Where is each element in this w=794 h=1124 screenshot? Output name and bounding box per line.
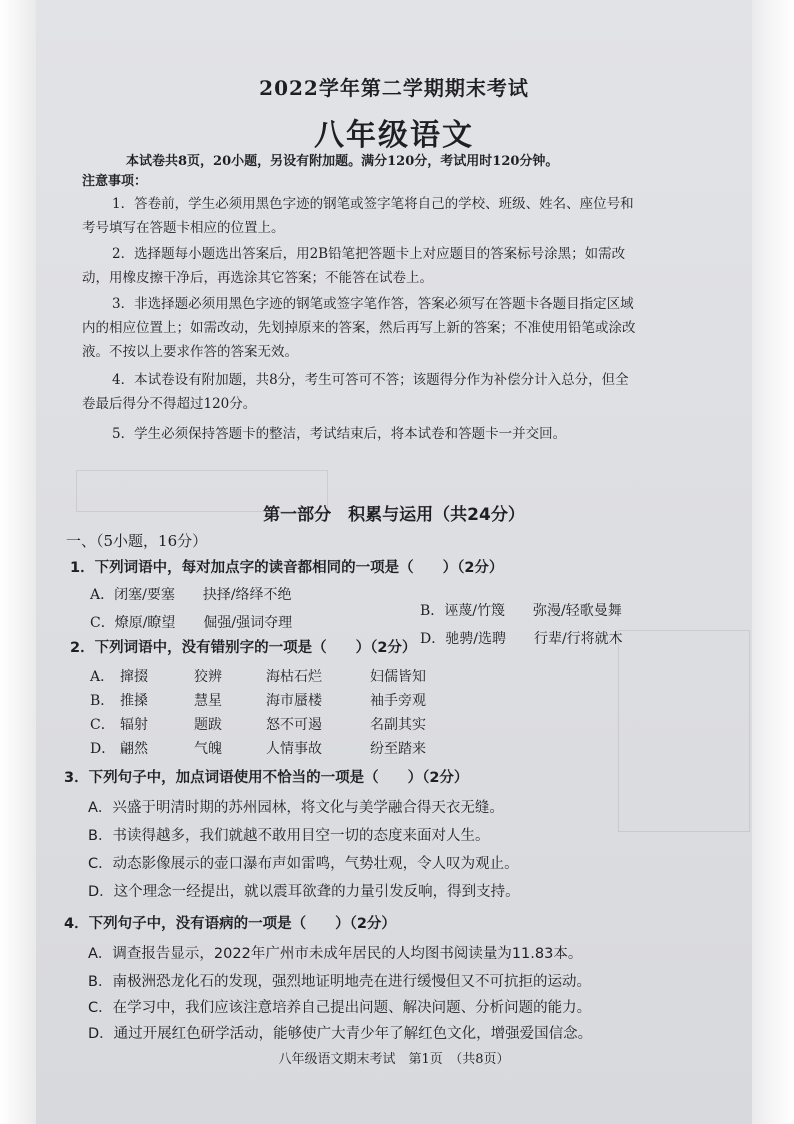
option-word: 妇儒皆知 xyxy=(370,669,426,685)
option-letter: B． xyxy=(90,693,115,709)
notice-line: 液。不按以上要求作答的答案无效。 xyxy=(82,344,298,360)
option-word: 袖手旁观 xyxy=(370,693,426,709)
option-word: 翩然 xyxy=(120,741,148,757)
notice-line: 4．本试卷设有附加题，共8分，考生可答可不答；该题得分作为补偿分计入总分，但全 xyxy=(112,372,629,388)
question-3-option-a: A．兴盛于明清时期的苏州园林，将文化与美学融合得天衣无缝。 xyxy=(88,800,504,816)
subject-title: 八年级语文 xyxy=(314,118,474,153)
exam-title: 2022学年第二学期期末考试 xyxy=(259,76,529,100)
exam-paper xyxy=(36,0,752,1124)
question-1-stem: 1．下列词语中，每对加点字的读音都相同的一项是（ ）（2分） xyxy=(70,560,504,576)
option-word: 题跋 xyxy=(194,717,222,733)
question-3-option-d: D．这个理念一经提出，就以震耳欲聋的力量引发反响，得到支持。 xyxy=(88,884,520,900)
notice-line: 2．选择题每小题选出答案后，用2B铅笔把答题卡上对应题目的答案标号涂黑；如需改 xyxy=(112,246,626,262)
question-3-option-b: B．书读得越多，我们就越不敢用目空一切的态度来面对人生。 xyxy=(88,828,490,844)
option-word: 名副其实 xyxy=(370,717,426,733)
question-1-option-c: C．燎原/瞭望 倔强/强词夺理 xyxy=(90,615,293,631)
notice-title: 注意事项： xyxy=(82,174,148,189)
notice-line: 3．非选择题必须用黑色字迹的钢笔或签字笔作答，答案必须写在答题卡各题目指定区域 xyxy=(112,296,634,312)
question-3-option-c: C．动态影像展示的壶口瀑布声如雷鸣，气势壮观，令人叹为观止。 xyxy=(88,856,519,872)
bleed-through-table xyxy=(618,630,750,832)
option-word: 辐射 xyxy=(120,717,148,733)
question-4-stem: 4．下列句子中，没有语病的一项是（ ）（2分） xyxy=(64,916,396,932)
option-word: 气魄 xyxy=(194,741,222,757)
question-4-option-c: C．在学习中，我们应该注意培养自己提出问题、解决问题、分析问题的能力。 xyxy=(88,1000,592,1016)
notice-line: 5．学生必须保持答题卡的整洁，考试结束后，将本试卷和答题卡一并交回。 xyxy=(112,426,567,442)
question-4-option-a: A．调查报告显示，2022年广州市未成年居民的人均图书阅读量为11.83本。 xyxy=(88,946,583,962)
option-word: 推搡 xyxy=(120,693,148,709)
notice-line: 考号填写在答题卡相应的位置上。 xyxy=(82,220,285,236)
option-letter: C． xyxy=(90,717,115,733)
option-word: 撺掇 xyxy=(120,669,148,685)
notice-line: 内的相应位置上；如需改动，先划掉原来的答案，然后再写上新的答案；不准使用铅笔或涂改 xyxy=(82,320,636,336)
exam-intro: 本试卷共8页，20小题，另设有附加题。满分120分，考试用时120分钟。 xyxy=(126,154,559,169)
scan-border-left xyxy=(0,0,36,1124)
option-word: 海市蜃楼 xyxy=(266,693,322,709)
notice-line: 动，用橡皮擦干净后，再选涂其它答案；不能答在试卷上。 xyxy=(82,270,433,286)
option-letter: D． xyxy=(90,741,116,757)
option-letter: A． xyxy=(90,669,115,685)
part-title: 第一部分 积累与运用（共24分） xyxy=(263,505,525,525)
option-word: 海枯石烂 xyxy=(266,669,322,685)
question-1-option-a: A．闭塞/要塞 抉择/络绎不绝 xyxy=(90,587,292,603)
question-1-option-d: D．驰骋/选聘 行辈/行将就木 xyxy=(420,631,623,647)
option-word: 人情事故 xyxy=(266,741,322,757)
question-3-stem: 3．下列句子中，加点词语使用不恰当的一项是（ ）（2分） xyxy=(64,770,469,786)
scan-border-right xyxy=(752,0,794,1124)
question-2-stem: 2．下列词语中，没有错别字的一项是（ ）（2分） xyxy=(70,640,417,656)
section-title: 一、（5小题，16分） xyxy=(66,532,208,550)
notice-line: 卷最后得分不得超过120分。 xyxy=(82,396,257,412)
page-footer: 八年级语文期末考试 第1页 （共8页） xyxy=(278,1052,510,1067)
option-word: 狡辨 xyxy=(194,669,222,685)
option-word: 慧星 xyxy=(194,693,222,709)
option-word: 纷至踏来 xyxy=(370,741,426,757)
question-1-option-b: B．诬蔑/竹篾 弥漫/轻歌曼舞 xyxy=(420,603,622,619)
question-4-option-d: D．通过开展红色研学活动，能够使广大青少年了解红色文化，增强爱国信念。 xyxy=(88,1026,593,1042)
option-word: 怒不可遏 xyxy=(266,717,322,733)
notice-line: 1．答卷前，学生必须用黑色字迹的钢笔或签字笔将自己的学校、班级、姓名、座位号和 xyxy=(112,196,634,212)
question-4-option-b: B．南极洲恐龙化石的发现，强烈地证明地壳在进行缓慢但又不可抗拒的运动。 xyxy=(88,974,591,990)
